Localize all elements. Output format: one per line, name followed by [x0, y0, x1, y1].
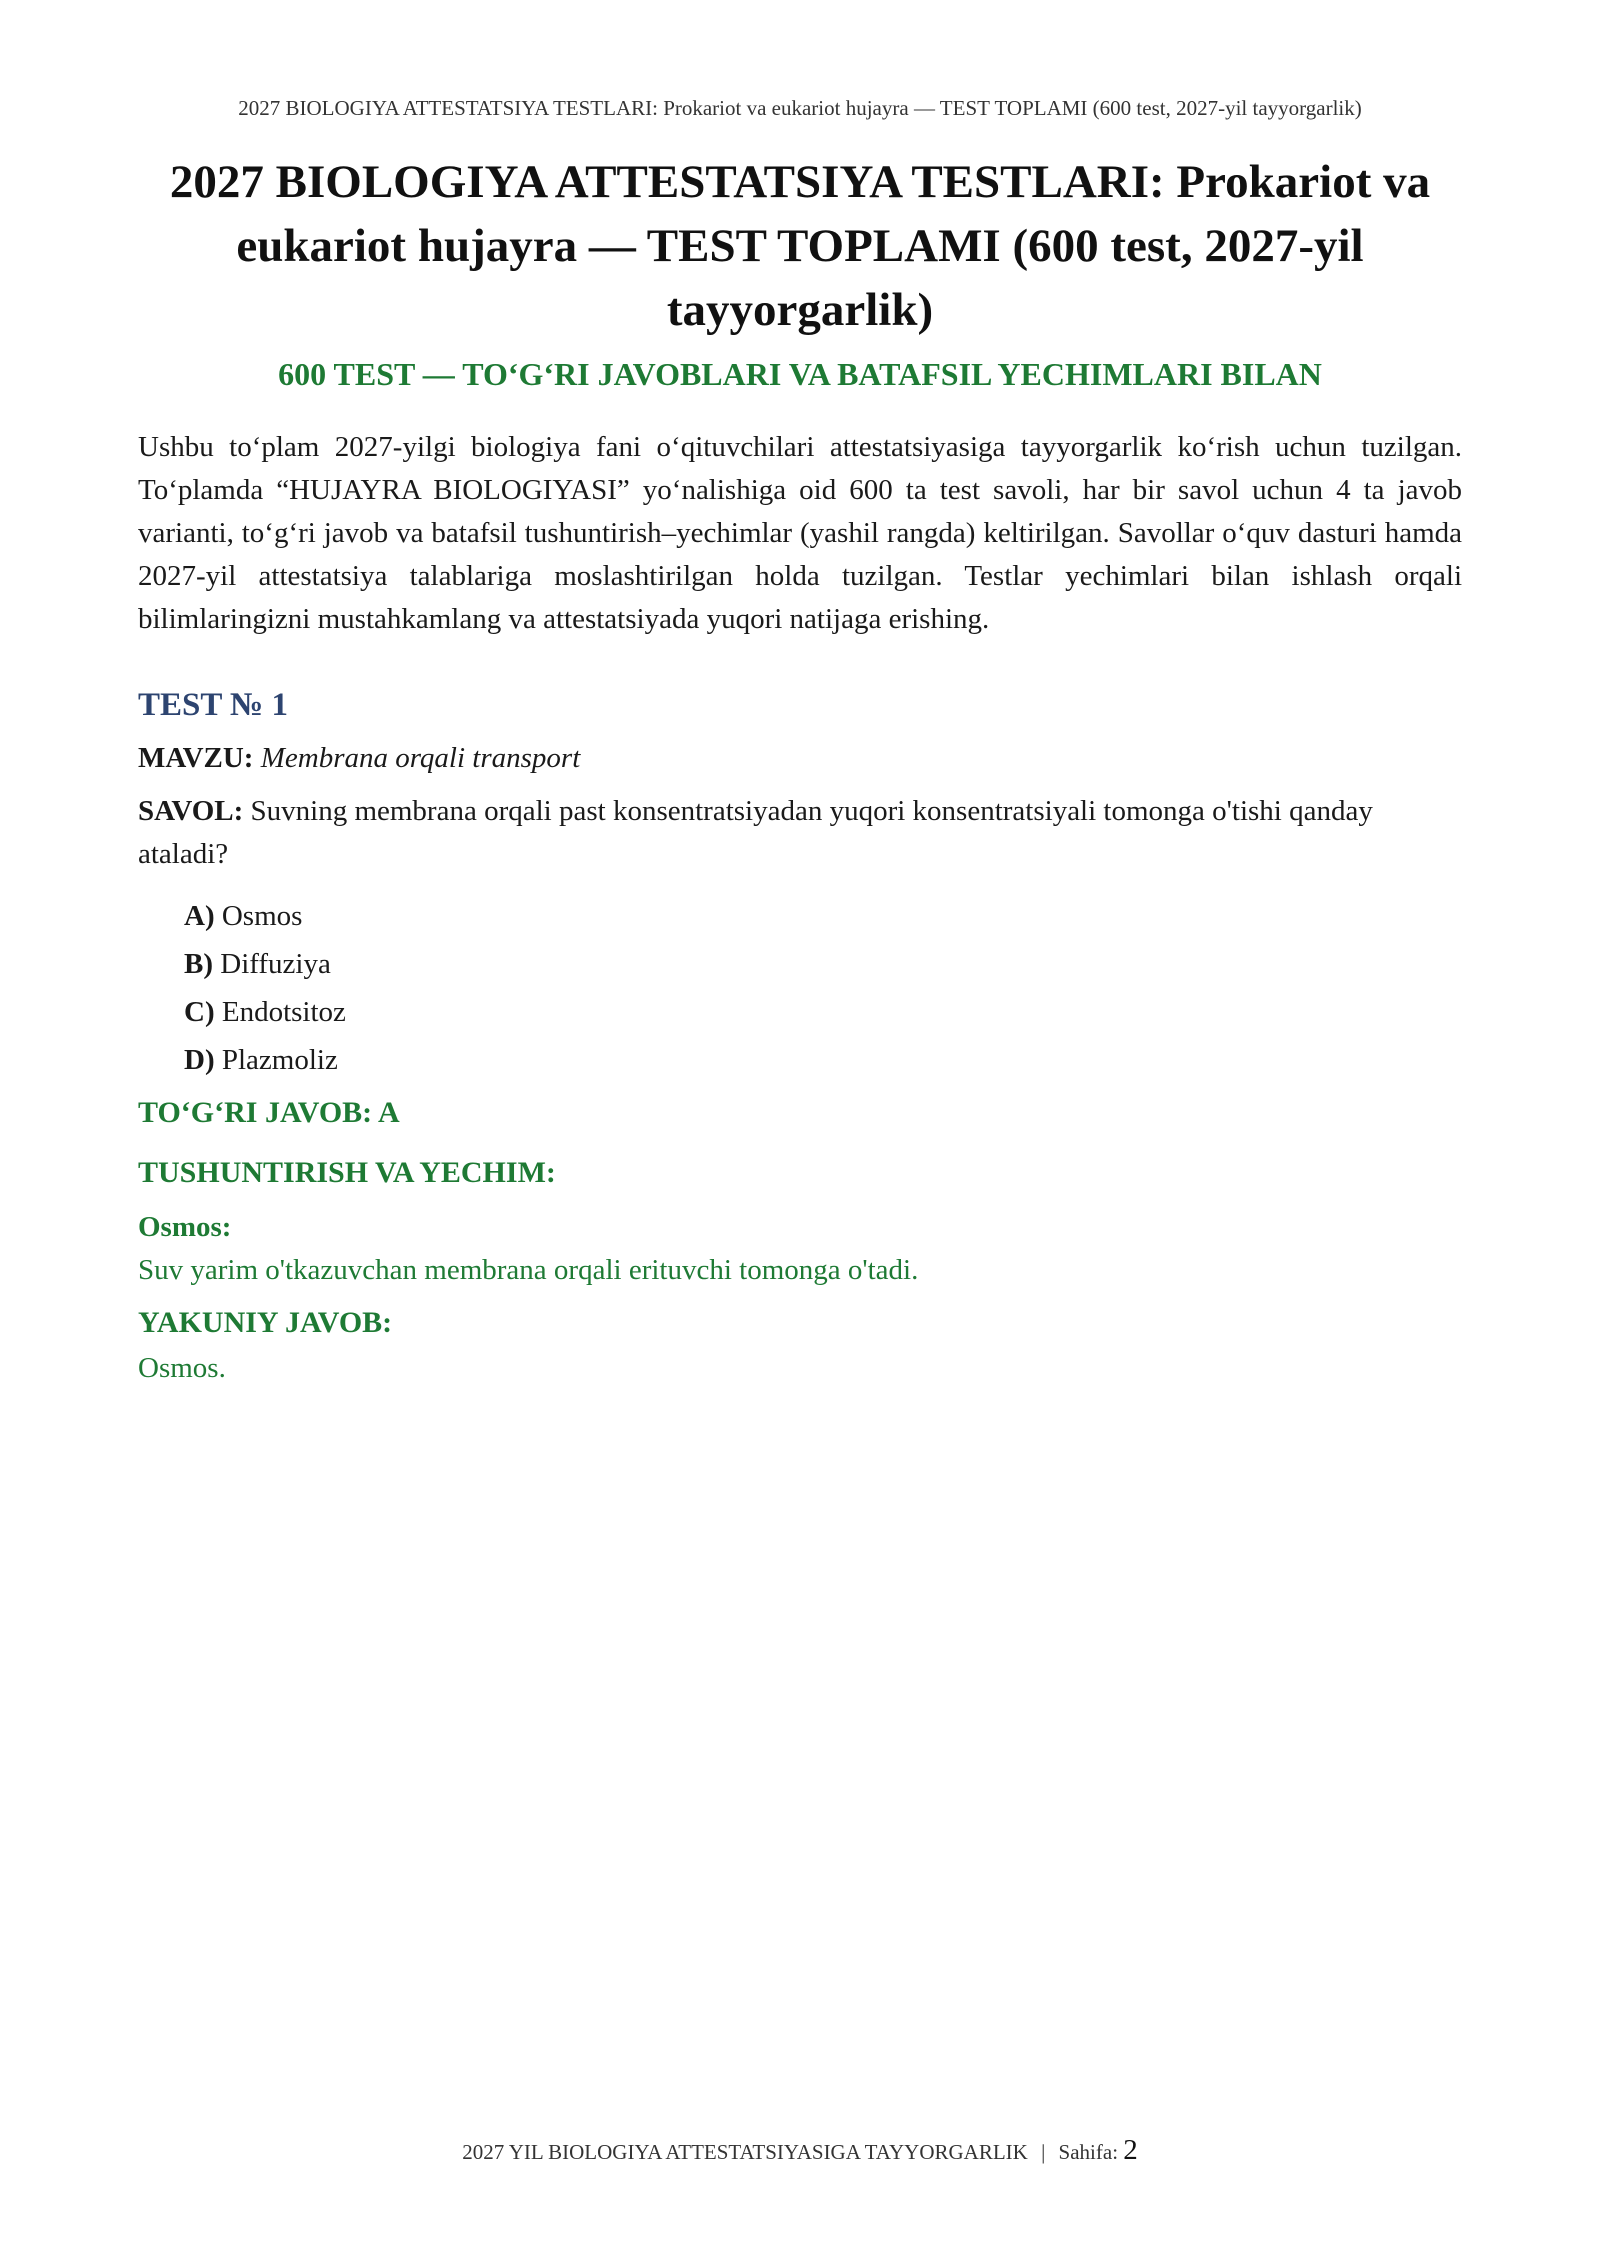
topic-label: MAVZU: — [138, 742, 254, 774]
topic-line — [138, 737, 1462, 780]
option-d — [184, 1036, 1462, 1084]
question-line — [138, 790, 1462, 876]
term-explanation: Suv yarim o'tkazuvchan membrana orqali erituvchi tomonga o'tadi. — [138, 1254, 919, 1286]
topic-value: Membrana orqali transport — [260, 742, 581, 774]
running-footer — [0, 2134, 1600, 2167]
answer-options — [184, 892, 1462, 1084]
intro-paragraph: Ushbu to‘plam 2027-yilgi biologiya fani o‘qituvchilari attestatsiyasiga tayyorgarlik ko‘rish uchun tuzilgan. To‘plamda “HUJAYRA BIOLOGIYASI” yo‘nalishiga oid 600 ta test savoli, har bir savol uchun 4 ta javob varianti, to‘g‘ri javob va batafsil tushuntirish–yechimlar (yashil rangda) keltirilgan. Savollar o‘quv dasturi hamda 2027-yil attestatsiya talablariga moslashtirilgan holda tuzilgan. Testlar yechimlari bilan ishlash orqali bilimlaringizni mustahkamlang va attestatsiyada yuqori natijaga erishing. — [138, 431, 1462, 635]
option-letter: A) — [184, 900, 215, 932]
option-text: Endotsitoz — [221, 996, 346, 1028]
explanation-heading: TUSHUNTIRISH VA YECHIM: — [138, 1156, 556, 1189]
page-label: Sahifa: — [1058, 2140, 1119, 2164]
term-heading: Osmos: — [138, 1211, 232, 1243]
option-text: Diffuziya — [220, 948, 331, 980]
correct-answer: TO‘G‘RI JAVOB: A — [138, 1096, 400, 1129]
option-a — [184, 892, 1462, 940]
option-letter: D) — [184, 1044, 215, 1076]
final-answer-heading: YAKUNIY JAVOB: — [138, 1306, 393, 1339]
test-block — [138, 683, 1462, 1390]
option-text: Plazmoliz — [221, 1044, 338, 1076]
footer-text: 2027 YIL BIOLOGIYA ATTESTATSIYASIGA TAYYORGARLIK — [462, 2140, 1028, 2164]
footer-separator: | — [1041, 2140, 1046, 2164]
option-letter: C) — [184, 996, 215, 1028]
question-text: Suvning membrana orqali past konsentratsiyadan yuqori konsentratsiyali tomonga o'tishi qanday ataladi? — [138, 795, 1373, 870]
option-text: Osmos — [221, 900, 303, 932]
page-number: 2 — [1123, 2134, 1138, 2166]
document-title: 2027 BIOLOGIYA ATTESTATSIYA TESTLARI: Prokariot va eukariot hujayra — TEST TOPLAMI (600 test, 2027-yil tayyorgarlik) — [169, 156, 1431, 336]
question-label: SAVOL: — [138, 795, 244, 827]
running-header: 2027 BIOLOGIYA ATTESTATSIYA TESTLARI: Prokariot va eukariot hujayra — TEST TOPLAMI (600 test, 2027-yil tayyorgarlik) — [238, 96, 1362, 120]
final-answer-text: Osmos. — [138, 1352, 226, 1384]
option-letter: B) — [184, 948, 213, 980]
page-content — [138, 150, 1462, 1390]
option-c — [184, 988, 1462, 1036]
test-heading: TEST № 1 — [138, 687, 288, 723]
document-subtitle: 600 TEST — TO‘G‘RI JAVOBLARI VA BATAFSIL YECHIMLARI BILAN — [278, 356, 1322, 392]
option-b — [184, 940, 1462, 988]
